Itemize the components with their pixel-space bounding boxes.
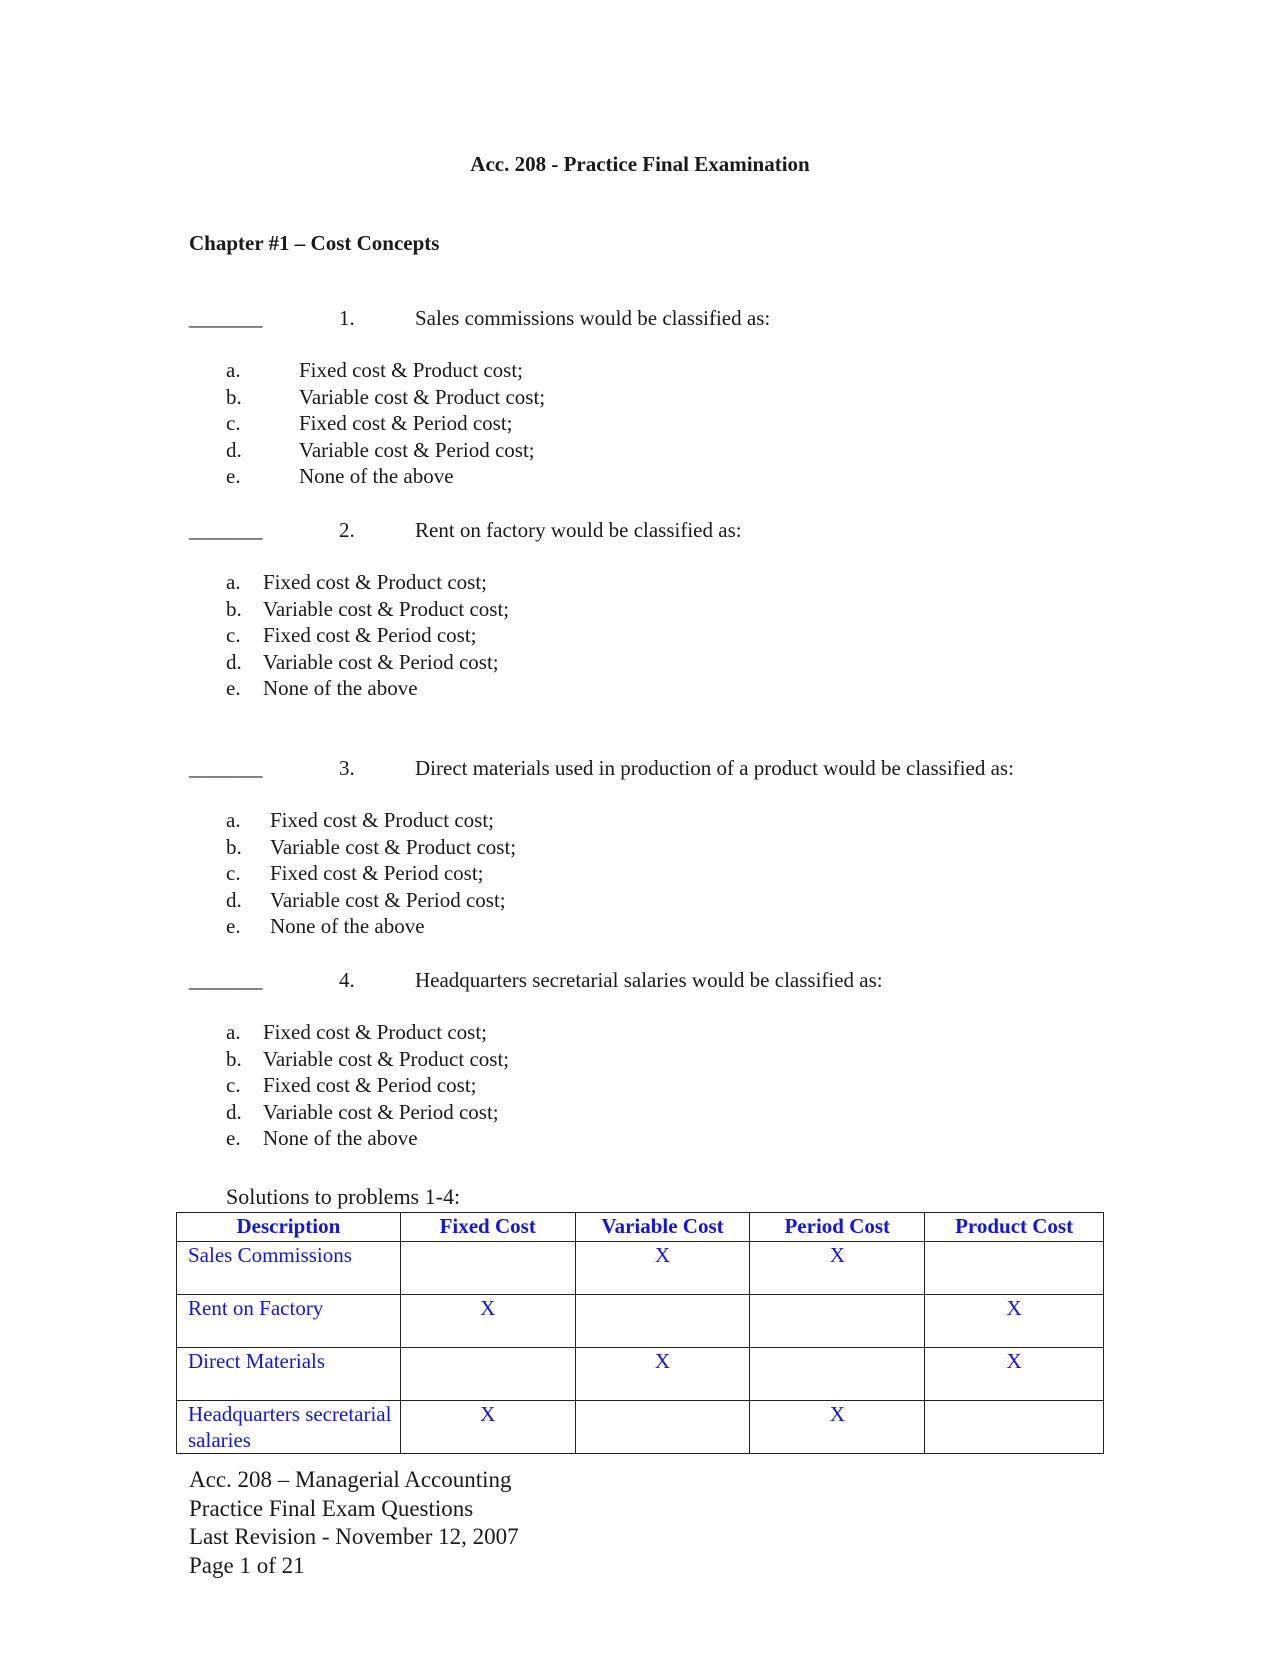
question-text: Rent on factory would be classified as:: [415, 518, 742, 542]
option-text: Fixed cost & Period cost;: [270, 861, 484, 885]
option-letter: d.: [226, 649, 242, 674]
option-letter: b.: [226, 834, 242, 859]
footer-revision: Last Revision - November 12, 2007: [189, 1524, 519, 1549]
option-letter: a.: [226, 570, 241, 594]
cell-period: [750, 1348, 925, 1401]
cell-description: Headquarters secretarial salaries: [177, 1401, 401, 1454]
table-row: [177, 1401, 1104, 1454]
option-text: Variable cost & Product cost;: [299, 384, 546, 409]
option-text: Fixed cost & Product cost;: [270, 808, 494, 832]
option-text: Variable cost & Period cost;: [270, 887, 506, 912]
cell-variable: X: [575, 1348, 750, 1401]
footer-course: Acc. 208 – Managerial Accounting: [189, 1467, 512, 1492]
answer-blank: _______: [189, 968, 263, 992]
cell-description: Rent on Factory: [177, 1295, 401, 1348]
header-fixed-cost: Fixed Cost: [400, 1213, 575, 1242]
option-letter: b.: [226, 1046, 242, 1071]
option-letter: b.: [226, 596, 242, 621]
option-letter: a.: [226, 808, 241, 832]
option-letter: c.: [226, 1073, 241, 1097]
option-letter: e.: [226, 464, 241, 488]
header-product-cost: Product Cost: [925, 1213, 1104, 1242]
option-text: Variable cost & Product cost;: [263, 596, 510, 621]
option-letter: c.: [226, 861, 241, 885]
question-text: Direct materials used in production of a product would be classified as:: [415, 756, 1014, 780]
header-description: Description: [177, 1213, 401, 1242]
option-text: None of the above: [270, 914, 425, 938]
option-text: Variable cost & Product cost;: [270, 834, 517, 859]
option-letter: c.: [226, 623, 241, 647]
option-letter: d.: [226, 887, 242, 912]
cell-variable: [575, 1295, 750, 1348]
table-row: [177, 1242, 1104, 1295]
solutions-table: [176, 1212, 1104, 1454]
answer-blank: _______: [189, 518, 263, 542]
option-text: None of the above: [263, 1126, 418, 1150]
cell-fixed: [400, 1242, 575, 1295]
cell-description: Sales Commissions: [177, 1242, 401, 1295]
cell-description: Direct Materials: [177, 1348, 401, 1401]
option-letter: e.: [226, 676, 241, 700]
solutions-title: Solutions to problems 1-4:: [226, 1184, 461, 1209]
cell-product: X: [925, 1295, 1104, 1348]
header-period-cost: Period Cost: [750, 1213, 925, 1242]
option-text: Variable cost & Period cost;: [299, 437, 535, 462]
question-number: 2.: [339, 518, 355, 542]
answer-blank: _______: [189, 756, 263, 780]
cell-fixed: X: [400, 1295, 575, 1348]
cell-product: [925, 1242, 1104, 1295]
question-number: 3.: [339, 756, 355, 780]
header-variable-cost: Variable Cost: [575, 1213, 750, 1242]
cell-variable: X: [575, 1242, 750, 1295]
cell-fixed: X: [400, 1401, 575, 1454]
cell-variable: [575, 1401, 750, 1454]
question-text: Headquarters secretarial salaries would be classified as:: [415, 968, 883, 992]
cell-product: [925, 1401, 1104, 1454]
table-header-row: [177, 1213, 1104, 1242]
chapter-heading: Chapter #1 – Cost Concepts: [189, 231, 440, 255]
footer-subtitle: Practice Final Exam Questions: [189, 1495, 474, 1521]
option-text: None of the above: [299, 464, 454, 488]
cell-product: X: [925, 1348, 1104, 1401]
option-text: Fixed cost & Product cost;: [263, 570, 487, 594]
option-letter: d.: [226, 1099, 242, 1124]
document-title: Acc. 208 - Practice Final Examination: [470, 152, 810, 176]
table-row: [177, 1348, 1104, 1401]
cell-period: [750, 1295, 925, 1348]
answer-blank: _______: [189, 306, 263, 330]
footer-page-number: Page 1 of 21: [189, 1552, 305, 1578]
question-number: 4.: [339, 968, 355, 992]
table-row: [177, 1295, 1104, 1348]
option-text: Fixed cost & Period cost;: [263, 1073, 477, 1097]
option-text: Variable cost & Product cost;: [263, 1046, 510, 1071]
cell-fixed: [400, 1348, 575, 1401]
option-text: Variable cost & Period cost;: [263, 649, 499, 674]
option-text: None of the above: [263, 676, 418, 700]
option-text: Fixed cost & Period cost;: [263, 623, 477, 647]
question-number: 1.: [339, 306, 355, 330]
option-text: Fixed cost & Product cost;: [263, 1020, 487, 1044]
page-footer: [189, 1466, 519, 1580]
option-letter: a.: [226, 358, 241, 382]
question-text: Sales commissions would be classified as:: [415, 306, 771, 330]
option-text: Variable cost & Period cost;: [263, 1099, 499, 1124]
option-letter: a.: [226, 1020, 241, 1044]
option-letter: d.: [226, 437, 242, 462]
option-letter: e.: [226, 914, 241, 938]
option-letter: e.: [226, 1126, 241, 1150]
option-text: Fixed cost & Product cost;: [299, 358, 523, 382]
cell-period: X: [750, 1401, 925, 1454]
option-letter: c.: [226, 411, 241, 435]
option-text: Fixed cost & Period cost;: [299, 411, 513, 435]
option-letter: b.: [226, 384, 242, 409]
cell-period: X: [750, 1242, 925, 1295]
